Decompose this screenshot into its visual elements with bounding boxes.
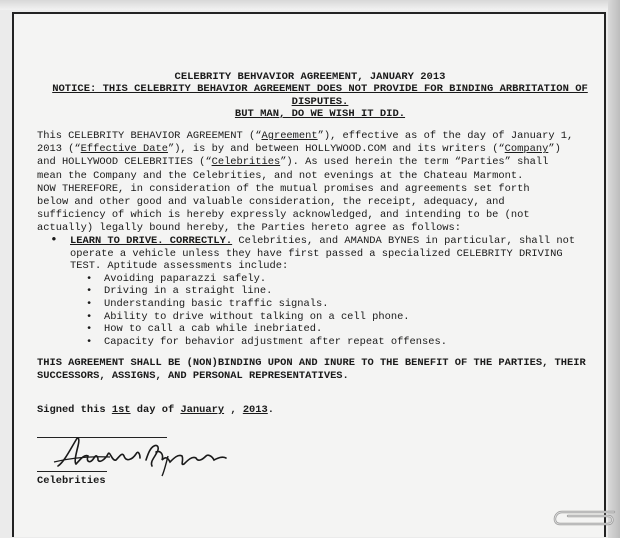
scan-top-fold: [0, 0, 620, 10]
notice-line-1: NOTICE: THIS CELEBRITY BEHAVIOR AGREEMENT DOES NOT PROVIDE FOR BINDING ARBRITATION OF: [52, 83, 588, 95]
signed-sep: ,: [224, 404, 243, 416]
provision-heading: LEARN TO DRIVE. CORRECTLY.: [70, 235, 233, 247]
signed-mid: day of: [130, 404, 181, 416]
assessment-item: • Driving in a straight line.: [86, 285, 595, 298]
assessment-item: • Ability to drive without talking on a cell phone.: [86, 311, 595, 324]
signatory-label: Celebrities: [37, 475, 106, 487]
signed-month: January: [180, 404, 225, 416]
intro-paragraph: [37, 130, 592, 236]
intro-text-e: ”). As used herein the term “Parties” shall mean the Company and the Celebrities, and not evenings at the Chateau Marmont. NOW THEREFORE, in consideration of the mutual promises and agreements set forth below and other good and valuable consideration, the receipt, adequacy, and sufficiency of which is hereby expressly acknowledged, and intending to be (not actually) legally bound hereby, the Parties hereto agree as follows:: [37, 156, 549, 235]
assessment-item: • Avoiding paparazzi safely.: [86, 273, 595, 286]
provision-text: Celebrities, and AMANDA BYNES in particular, shall not operate a vehicle unless they have first passed a specialized CELEBRITY DRIVING TEST. Aptitude assessments include:: [70, 235, 576, 273]
signed-line: [37, 404, 274, 416]
intro-text-d: ”) and HOLLYWOOD CELEBRITIES (“: [37, 143, 561, 169]
paperclip-icon: [548, 506, 618, 530]
signatory-rule: [37, 471, 107, 472]
binding-clause: THIS AGREEMENT SHALL BE (NON)BINDING UPON AND INURE TO THE BENEFIT OF THE PARTIES, THEIR SUCCESSORS, ASSIGNS, AND PERSONAL REPRESENTATIVES.: [37, 357, 586, 382]
provisions-list: [50, 235, 595, 348]
assessment-item: • Understanding basic traffic signals.: [86, 298, 595, 311]
term-company: Company: [504, 143, 549, 156]
intro-text-c: ”), is by and between HOLLYWOOD.COM and its writers (“: [167, 143, 505, 156]
provision-item: [50, 235, 595, 273]
signed-end: .: [267, 404, 275, 416]
assessment-item: • Capacity for behavior adjustment after repeat offenses.: [86, 336, 595, 349]
term-effective-date: Effective Date: [80, 143, 168, 156]
assessment-list: [86, 273, 595, 349]
intro-text-b: ”), effective as of the day of January 1, 2013 (“: [37, 130, 574, 156]
notice-line-3: BUT MAN, DO WE WISH IT DID.: [234, 108, 406, 120]
signed-year: 2013: [242, 404, 268, 416]
agreement-title: CELEBRITY BEHVAVIOR AGREEMENT, JANUARY 2013: [174, 71, 446, 83]
signed-day: 1st: [111, 404, 131, 416]
term-celebrities: Celebrities: [211, 156, 281, 169]
assessment-item: • How to call a cab while inebriated.: [86, 323, 595, 336]
intro-text-a: This CELEBRITY BEHAVIOR AGREEMENT (“: [37, 130, 262, 142]
signed-prefix: Signed this: [37, 404, 112, 416]
notice-block: [40, 83, 600, 121]
notice-line-2: DISPUTES.: [291, 95, 349, 108]
term-agreement: Agreement: [261, 130, 318, 142]
